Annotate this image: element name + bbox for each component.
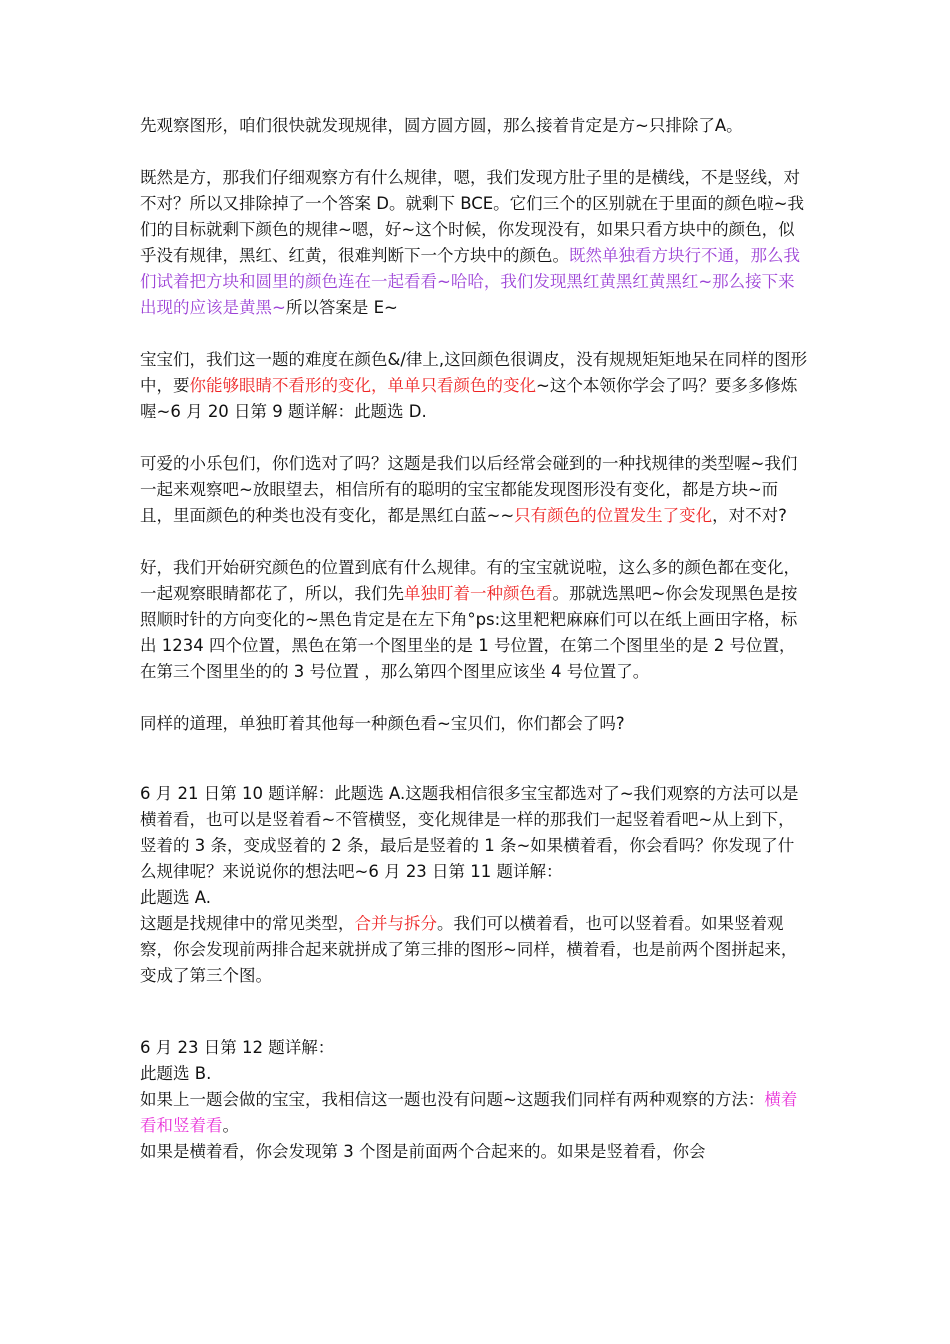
paragraph-2-answer: 所以答案是 E~ — [285, 298, 398, 317]
paragraph-7 — [140, 781, 808, 885]
spacer — [140, 989, 808, 1035]
paragraph-9-highlight: 合并与拆分 — [354, 914, 437, 933]
spacer — [140, 737, 808, 781]
paragraph-4 — [140, 451, 808, 529]
spacer — [140, 321, 808, 347]
paragraph-13 — [140, 1139, 808, 1165]
paragraph-13-text: 如果是横着看，你会发现第 3 个图是前面两个合起来的。如果是竖着看，你会 — [140, 1142, 706, 1161]
paragraph-6-text: 同样的道理，单独盯着其他每一种颜色看~宝贝们，你们都会了吗? — [140, 714, 625, 733]
paragraph-12-tail: 。 — [222, 1116, 239, 1135]
paragraph-12 — [140, 1087, 808, 1139]
paragraph-4-text: 可爱的小乐包们，你们选对了吗？这题是我们以后经常会碰到的一种找规律的类型喔~我们一起来观察吧~放眼望去，相信所有的聪明的宝宝都能发现图形没有变化，都是方块~而且，里面颜色的种类也没有变化，都是黑红白蓝~~ — [140, 454, 798, 525]
paragraph-5-highlight: 单独盯着一种颜色看 — [404, 584, 553, 603]
spacer — [140, 425, 808, 451]
paragraph-10 — [140, 1035, 808, 1061]
paragraph-5-tail: 。那就选黑吧~你会发现黑色是按照顺时针的方向变化的~黑色肯定是在左下角°ps:这里粑粑麻麻们可以在纸上画田字格，标出 1234 四个位置，黑色在第一个图里坐的是 1 号位置，在第二个图里坐的是 2 号位置，在第三个图里坐的的 3 号位置 ，那么第四个图里应该坐 4 号位置了。 — [140, 584, 798, 681]
paragraph-9 — [140, 911, 808, 989]
spacer — [140, 685, 808, 711]
paragraph-1 — [140, 113, 808, 139]
paragraph-7-text: 6 月 21 日第 10 题详解：此题选 A.这题我相信很多宝宝都选对了~我们观察的方法可以是横着看，也可以是竖着看~不管横竖，变化规律是一样的那我们一起竖着看吧~从上到下，竖着的 3 条，变成竖着的 2 条，最后是竖着的 1 条~如果横着看，你会看吗？你发现了什么规律呢？来说说你的想法吧~6 月 23 日第 11 题详解： — [140, 784, 799, 881]
paragraph-2 — [140, 165, 808, 321]
paragraph-10-text: 6 月 23 日第 12 题详解： — [140, 1038, 335, 1057]
paragraph-5-text: 好，我们开始研究颜色的位置到底有什么规律。有的宝宝就说啦，这么多的颜色都在变化，一起观察眼睛都花了，所以，我们先 — [140, 558, 800, 603]
paragraph-9-tail: 。我们可以横着看，也可以竖着看。如果竖着观察，你会发现前两排合起来就拼成了第三排的图形~同样，横着看，也是前两个图拼起来，变成了第三个图。 — [140, 914, 798, 985]
paragraph-4-tail: ，对不对? — [712, 506, 787, 525]
paragraph-5 — [140, 555, 808, 685]
paragraph-3 — [140, 347, 808, 425]
paragraph-4-highlight: 只有颜色的位置发生了变化 — [514, 506, 713, 525]
paragraph-1-text: 先观察图形，咱们很快就发现规律，圆方圆方圆，那么接着肯定是方~只排除了A。 — [140, 116, 743, 135]
spacer — [140, 529, 808, 555]
paragraph-8 — [140, 885, 808, 911]
document-body — [140, 113, 808, 1165]
paragraph-12-text: 如果上一题会做的宝宝，我相信这一题也没有问题~这题我们同样有两种观察的方法： — [140, 1090, 765, 1109]
paragraph-12-highlight: 横着看和竖着看 — [140, 1090, 798, 1135]
paragraph-2-highlight: 既然单独看方块行不通，那么我们试着把方块和圆里的颜色连在一起看看~哈哈，我们发现黑红黄黑红黄黑红~那么接下来出现的应该是黄黑~ — [140, 246, 800, 317]
paragraph-3-text: 宝宝们，我们这一题的难度在颜色&/律上,这回颜色很调皮，没有规规矩矩地呆在同样的图形中，要 — [140, 350, 808, 395]
paragraph-2-text: 既然是方，那我们仔细观察方有什么规律，嗯，我们发现方肚子里的是横线，不是竖线，对不对？所以又排除掉了一个答案 D。就剩下 BCE。它们三个的区别就在于里面的颜色啦~我们的目标就剩下颜色的规律~嗯，好~这个时候，你发现没有，如果只看方块中的颜色，似乎没有规律，黑红、红黄，很难判断下一个方块中的颜色。 — [140, 168, 804, 265]
paragraph-11 — [140, 1061, 808, 1087]
paragraph-8-text: 此题选 A. — [140, 888, 211, 907]
spacer — [140, 139, 808, 165]
paragraph-3-tail: ~这个本领你学会了吗？要多多修炼喔~6 月 20 日第 9 题详解：此题选 D. — [140, 376, 798, 421]
paragraph-9-text: 这题是找规律中的常见类型， — [140, 914, 355, 933]
paragraph-6 — [140, 711, 808, 737]
paragraph-11-text: 此题选 B. — [140, 1064, 212, 1083]
paragraph-3-highlight: 你能够眼睛不看形的变化，单单只看颜色的变化 — [189, 376, 536, 395]
